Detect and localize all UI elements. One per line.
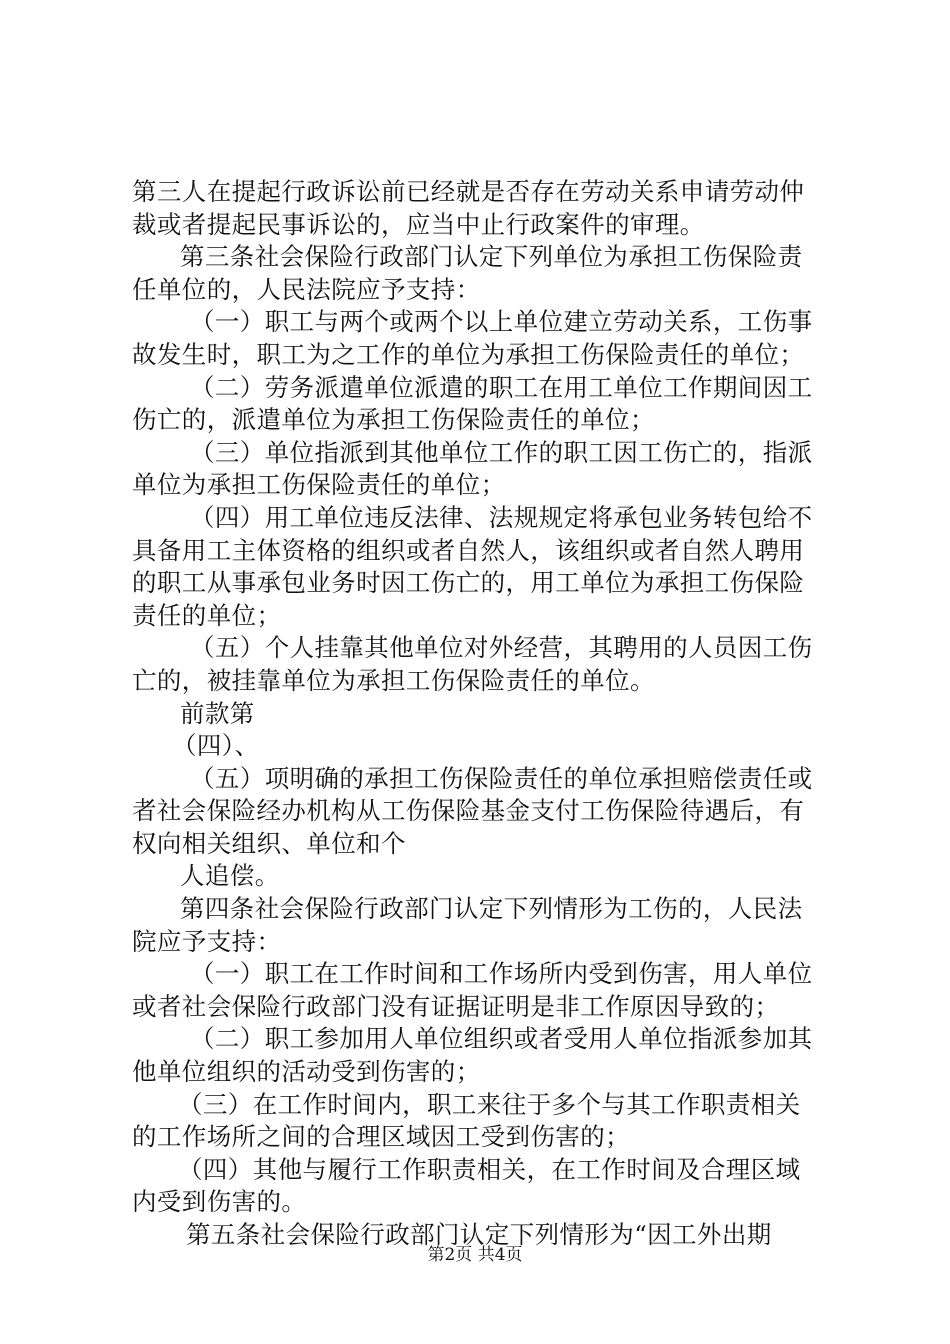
text-line: （四）其他与履行工作职责相关，在工作时间及合理区域 — [178, 1154, 801, 1184]
text-line: 前款第 — [180, 698, 255, 728]
text-line: （三）在工作时间内，职工来往于多个与其工作职责相关 — [178, 1089, 801, 1119]
text-line: （四）用工单位违反法律、法规规定将承包业务转包给不 — [190, 502, 813, 532]
text-line: 院应予支持： — [132, 926, 282, 956]
text-line: （二）劳务派遣单位派遣的职工在用工单位工作期间因工 — [190, 372, 813, 402]
text-line: 权向相关组织、单位和个 — [132, 828, 406, 858]
text-line: 具备用工主体资格的组织或者自然人，该组织或者自然人聘用 — [132, 535, 805, 565]
text-line: 故发生时，职工为之工作的单位为承担工伤保险责任的单位； — [132, 339, 805, 369]
text-line: 责任的单位； — [132, 600, 282, 630]
text-line: （一）职工与两个或两个以上单位建立劳动关系，工伤事 — [190, 307, 813, 337]
text-line: （五）项明确的承担工伤保险责任的单位承担赔偿责任或 — [190, 763, 813, 793]
text-line: （一）职工在工作时间和工作场所内受到伤害，用人单位 — [190, 959, 813, 989]
text-line: （三）单位指派到其他单位工作的职工因工伤亡的，指派 — [190, 437, 813, 467]
text-line: 或者社会保险行政部门没有证据证明是非工作原因导致的； — [132, 991, 780, 1021]
text-line: 者社会保险经办机构从工伤保险基金支付工伤保险待遇后，有 — [132, 796, 805, 826]
text-line: 第三人在提起行政诉讼前已经就是否存在劳动关系申请劳动仲 — [132, 177, 805, 206]
text-line: （五）个人挂靠其他单位对外经营，其聘用的人员因工伤 — [190, 633, 813, 663]
text-line: 第三条社会保险行政部门认定下列单位为承担工伤保险责 — [180, 242, 803, 272]
text-line: 裁或者提起民事诉讼的，应当中止行政案件的审理。 — [132, 209, 705, 239]
text-line: 的工作场所之间的合理区域因工受到伤害的； — [132, 1122, 630, 1152]
text-line: 伤亡的，派遣单位为承担工伤保险责任的单位； — [132, 405, 655, 435]
text-line: 的职工从事承包业务时因工伤亡的，用工单位为承担工伤保险 — [132, 568, 805, 598]
text-line: 第五条社会保险行政部门认定下列情形为“因工外出期 — [186, 1220, 772, 1249]
text-line: （四）、 — [172, 731, 260, 761]
text-line: 第四条社会保险行政部门认定下列情形为工伤的，人民法 — [180, 894, 803, 924]
text-line: （二）职工参加用人单位组织或者受用人单位指派参加其 — [190, 1024, 813, 1054]
text-line: 任单位的，人民法院应予支持： — [132, 274, 481, 304]
text-line: 亡的，被挂靠单位为承担工伤保险责任的单位。 — [132, 665, 655, 695]
text-line: 他单位组织的活动受到伤害的； — [132, 1057, 481, 1087]
page-footer: 第2页 共4页 — [427, 1245, 523, 1265]
text-line: 单位为承担工伤保险责任的单位； — [132, 470, 506, 500]
text-line: 内受到伤害的。 — [132, 1187, 307, 1217]
text-line: 人追偿。 — [180, 861, 280, 891]
document-body — [132, 176, 832, 1252]
